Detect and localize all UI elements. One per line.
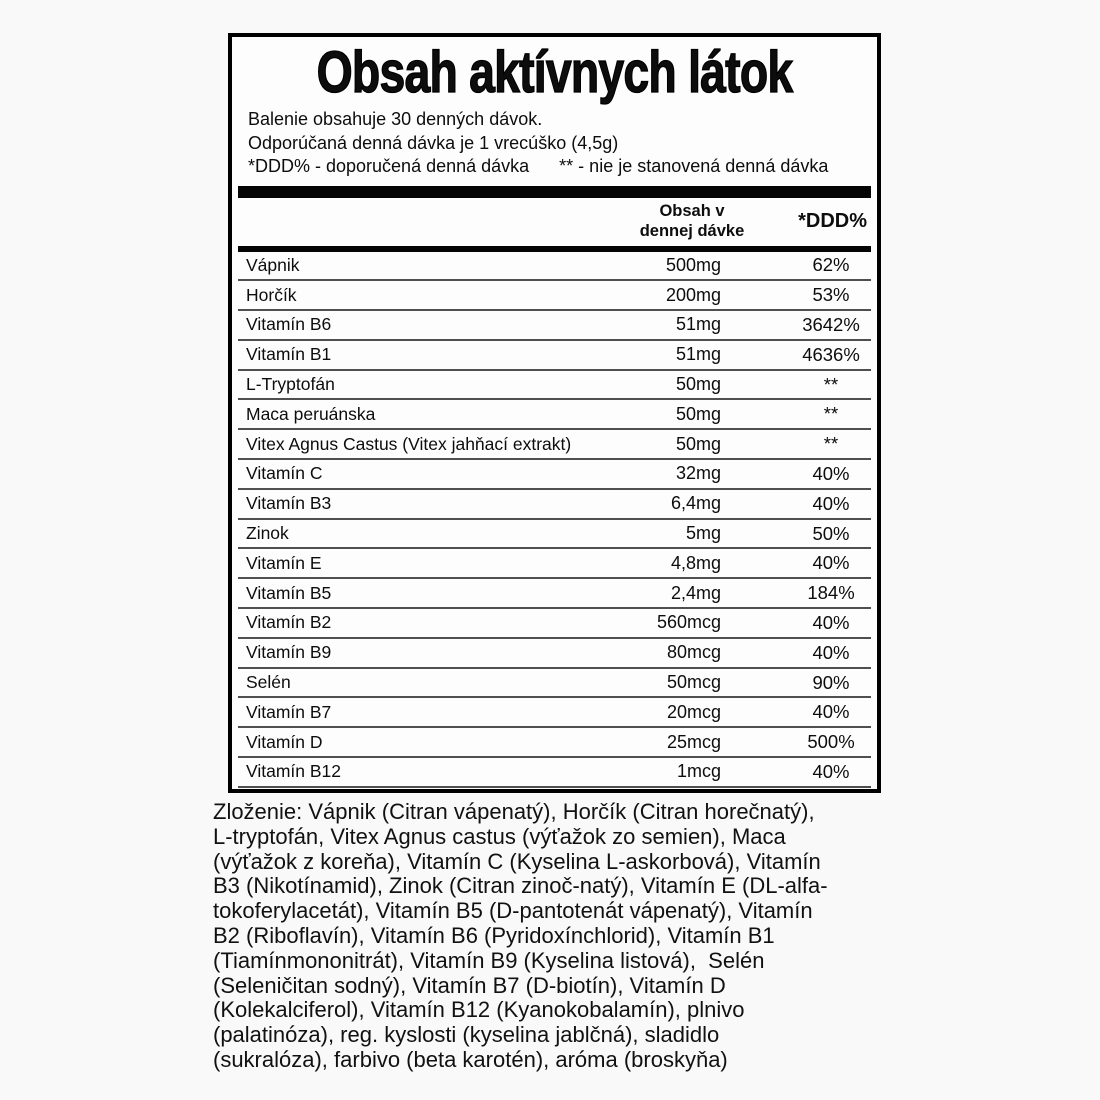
- nutrient-amount: 1mcg: [676, 761, 721, 782]
- nutrient-name: Vitamín B2: [246, 612, 332, 633]
- nutrient-name: Vitamín B7: [246, 701, 332, 722]
- nutrient-name: Vitamín B6: [246, 314, 332, 335]
- nutrient-name: Maca peruánska: [246, 403, 376, 424]
- table-row: [238, 371, 871, 401]
- nutrient-amount: 2,4mg: [670, 582, 721, 603]
- nutrient-name: Vitamín B1: [246, 344, 332, 365]
- composition-line: Zloženie: Vápnik (Citran vápenatý), Horčík (Citran horečnatý),: [213, 799, 815, 824]
- nutrient-name: Vitamín C: [246, 463, 323, 484]
- nutrient-name: Vitamín D: [246, 731, 323, 752]
- column-header-ddd: *DDD%: [798, 209, 867, 232]
- nutrient-ddd: 500%: [807, 731, 855, 753]
- nutrient-name: Vápnik: [246, 254, 300, 275]
- nutrient-amount: 560mcg: [656, 612, 721, 633]
- nutrient-amount: 4,8mg: [670, 552, 721, 573]
- nutrient-ddd: 3642%: [802, 313, 860, 335]
- table-row: [238, 758, 871, 788]
- composition-line: (palatinóza), reg. kyslosti (kyselina jablčná), sladidlo: [213, 1022, 720, 1048]
- table-row: [238, 728, 871, 758]
- nutrient-ddd: 50%: [812, 522, 850, 544]
- nutrient-name: Zinok: [246, 523, 289, 544]
- nutrient-ddd: 40%: [812, 552, 850, 574]
- nutrient-name: Horčík: [246, 284, 297, 305]
- nutrient-ddd: 4636%: [802, 343, 860, 365]
- composition-text: [213, 800, 953, 1073]
- composition-line: B3 (Nikotínamid), Zinok (Citran zinoč-natý), Vitamín E (DL-alfa-: [213, 873, 828, 899]
- nutrient-ddd: 62%: [812, 254, 850, 276]
- table-row: [238, 639, 871, 669]
- nutrient-amount: 32mg: [675, 463, 721, 484]
- table-row: [238, 520, 871, 550]
- divider-bar-top: [238, 186, 871, 198]
- nutrient-amount: 51mg: [675, 344, 721, 365]
- nutrient-name: Vitamín E: [246, 552, 322, 573]
- table-row: [238, 281, 871, 311]
- intro-line-doses: Balenie obsahuje 30 denných dávok.: [248, 109, 543, 129]
- nutrient-amount: 51mg: [675, 314, 721, 335]
- nutrient-amount: 50mcg: [666, 672, 721, 693]
- table-row: [238, 400, 871, 430]
- nutrient-name: Vitex Agnus Castus (Vitex jahňací extrakt): [246, 433, 572, 454]
- nutrient-name: Vitamín B9: [246, 642, 332, 663]
- nutrient-ddd: **: [823, 403, 839, 425]
- table-row: [238, 311, 871, 341]
- table-header-row: [238, 198, 871, 246]
- composition-line: L-tryptofán, Vitex Agnus castus (výťažok zo semien), Maca: [213, 823, 786, 849]
- table-row: [238, 698, 871, 728]
- nutrient-name: Vitamín B5: [246, 582, 332, 603]
- no-ddd-note: ** - nie je stanovená denná dávka: [559, 156, 829, 176]
- nutrient-ddd: **: [823, 373, 839, 395]
- table-row: [238, 579, 871, 609]
- table-row: [238, 460, 871, 490]
- active-ingredients-panel: [228, 33, 881, 793]
- ddd-note: *DDD% - doporučená denná dávka: [248, 156, 530, 176]
- nutrient-ddd: 40%: [812, 701, 850, 723]
- nutrient-name: Vitamín B3: [246, 493, 332, 514]
- panel-title: Obsah aktívnych látok: [316, 40, 793, 105]
- composition-line: (Tiamínmononitrát), Vitamín B9 (Kyselina listová), Selén: [213, 947, 765, 973]
- nutrient-name: Selén: [246, 672, 291, 693]
- intro-notes: [248, 155, 877, 179]
- composition-line: (Seleničitan sodný), Vitamín B7 (D-biotín), Vitamín D: [213, 972, 726, 998]
- table-row: [238, 669, 871, 699]
- nutrient-ddd: 40%: [812, 641, 850, 663]
- nutrient-amount: 50mg: [675, 433, 721, 454]
- table-row: [238, 549, 871, 579]
- nutrient-amount: 200mg: [665, 284, 721, 305]
- table-row: [238, 609, 871, 639]
- nutrient-name: Vitamín B12: [246, 761, 342, 782]
- nutrient-ddd: 40%: [812, 611, 850, 633]
- nutrient-amount: 500mg: [665, 254, 721, 275]
- composition-line: (Kolekalciferol), Vitamín B12 (Kyanokobalamín), plnivo: [213, 997, 745, 1023]
- nutrient-ddd: 90%: [812, 671, 850, 693]
- nutrient-ddd: 53%: [812, 284, 850, 306]
- nutrient-amount: 25mcg: [666, 731, 721, 752]
- nutrient-name: L-Tryptofán: [246, 374, 335, 395]
- nutrient-ddd: 40%: [812, 760, 850, 782]
- composition-line: (sukralóza), farbivo (beta karotén), aróma (broskyňa): [213, 1046, 728, 1072]
- nutrient-amount: 50mg: [675, 403, 721, 424]
- nutrient-amount: 80mcg: [666, 642, 721, 663]
- table-row: [238, 490, 871, 520]
- nutrient-amount: 50mg: [675, 374, 721, 395]
- nutrient-amount: 20mcg: [666, 701, 721, 722]
- nutrient-ddd: **: [823, 433, 839, 455]
- intro-block: [248, 108, 877, 179]
- nutrient-ddd: 40%: [812, 492, 850, 514]
- column-header-amount-line1: Obsah v: [659, 201, 725, 220]
- nutrient-ddd: 40%: [812, 462, 850, 484]
- table-row: [238, 341, 871, 371]
- composition-line: (výťažok z koreňa), Vitamín C (Kyselina L-askorbová), Vitamín: [213, 848, 821, 874]
- nutrient-amount: 5mg: [685, 523, 721, 544]
- column-header-amount-line2: dennej dávke: [639, 221, 745, 240]
- composition-line: B2 (Riboflavín), Vitamín B6 (Pyridoxínchlorid), Vitamín B1: [213, 922, 775, 948]
- nutrient-ddd: 184%: [807, 582, 855, 604]
- nutrient-amount: 6,4mg: [670, 493, 721, 514]
- table-row: [238, 430, 871, 460]
- nutrient-table: [238, 252, 871, 788]
- table-row: [238, 252, 871, 282]
- composition-line: tokoferylacetát), Vitamín B5 (D-pantotenát vápenatý), Vitamín: [213, 898, 813, 924]
- intro-line-recommended: Odporúčaná denná dávka je 1 vrecúško (4,5g): [248, 132, 619, 153]
